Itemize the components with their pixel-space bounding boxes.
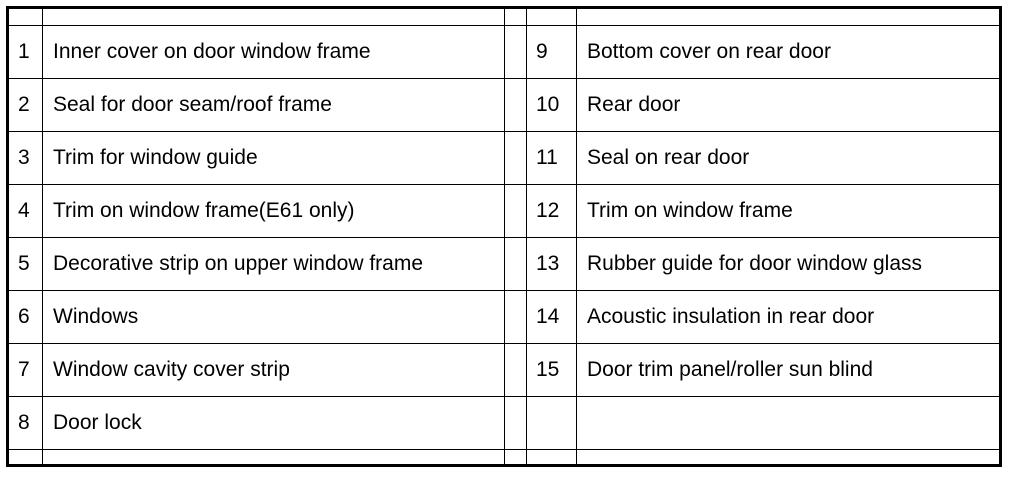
table-row xyxy=(8,291,1001,344)
right-item-number: 14 xyxy=(527,291,577,344)
empty-cell xyxy=(43,450,505,466)
right-item-description: Seal on rear door xyxy=(577,132,1001,185)
table-header-spacer-row xyxy=(8,8,1001,26)
right-item-number xyxy=(527,397,577,450)
right-item-description: Trim on window frame xyxy=(577,185,1001,238)
right-item-description: Bottom cover on rear door xyxy=(577,26,1001,79)
table-row xyxy=(8,79,1001,132)
empty-cell xyxy=(527,8,577,26)
table-row xyxy=(8,132,1001,185)
table-row xyxy=(8,344,1001,397)
column-gap xyxy=(505,344,527,397)
right-item-description: Rubber guide for door window glass xyxy=(577,238,1001,291)
left-item-description: Door lock xyxy=(43,397,505,450)
left-item-number: 8 xyxy=(8,397,43,450)
left-item-description: Seal for door seam/roof frame xyxy=(43,79,505,132)
left-item-number: 6 xyxy=(8,291,43,344)
right-item-description xyxy=(577,397,1001,450)
table-row xyxy=(8,26,1001,79)
left-item-description: Windows xyxy=(43,291,505,344)
column-gap xyxy=(505,291,527,344)
right-item-number: 11 xyxy=(527,132,577,185)
column-gap xyxy=(505,79,527,132)
right-item-number: 10 xyxy=(527,79,577,132)
right-item-number: 13 xyxy=(527,238,577,291)
right-item-description: Rear door xyxy=(577,79,1001,132)
left-item-description: Inner cover on door window frame xyxy=(43,26,505,79)
right-item-description: Door trim panel/roller sun blind xyxy=(577,344,1001,397)
table-footer-spacer-row xyxy=(8,450,1001,466)
empty-cell xyxy=(43,8,505,26)
empty-cell xyxy=(577,8,1001,26)
column-gap xyxy=(505,397,527,450)
left-item-number: 7 xyxy=(8,344,43,397)
right-item-number: 12 xyxy=(527,185,577,238)
left-item-number: 4 xyxy=(8,185,43,238)
left-item-number: 5 xyxy=(8,238,43,291)
empty-cell xyxy=(527,450,577,466)
left-item-description: Window cavity cover strip xyxy=(43,344,505,397)
table-row xyxy=(8,185,1001,238)
left-item-description: Trim for window guide xyxy=(43,132,505,185)
column-gap xyxy=(505,185,527,238)
left-item-number: 3 xyxy=(8,132,43,185)
parts-legend-table xyxy=(6,6,1002,467)
left-item-number: 1 xyxy=(8,26,43,79)
column-gap xyxy=(505,8,527,26)
right-item-number: 9 xyxy=(527,26,577,79)
column-gap xyxy=(505,26,527,79)
right-item-number: 15 xyxy=(527,344,577,397)
left-item-number: 2 xyxy=(8,79,43,132)
column-gap xyxy=(505,132,527,185)
left-item-description: Decorative strip on upper window frame xyxy=(43,238,505,291)
right-item-description: Acoustic insulation in rear door xyxy=(577,291,1001,344)
empty-cell xyxy=(8,8,43,26)
table-row xyxy=(8,238,1001,291)
table-row xyxy=(8,397,1001,450)
column-gap xyxy=(505,450,527,466)
left-item-description: Trim on window frame(E61 only) xyxy=(43,185,505,238)
empty-cell xyxy=(577,450,1001,466)
column-gap xyxy=(505,238,527,291)
empty-cell xyxy=(8,450,43,466)
